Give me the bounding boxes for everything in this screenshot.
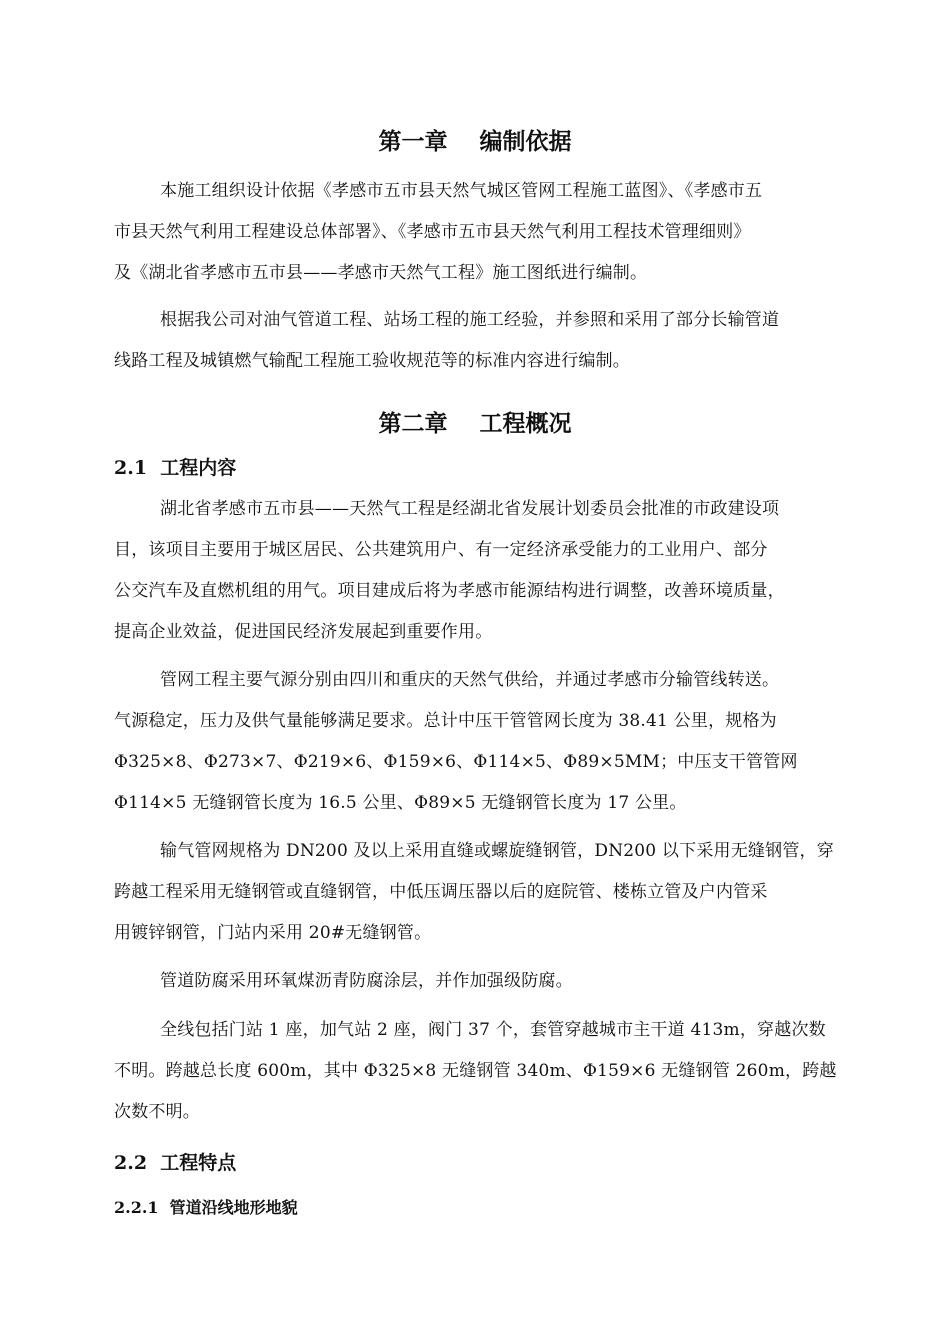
paragraph-line: 及《湖北省孝感市五市县——孝感市天然气工程》施工图纸进行编制。: [114, 263, 648, 283]
section-2-2-heading: 2.2 工程特点: [114, 1152, 237, 1174]
paragraph-line: 气源稳定，压力及供气量能够满足要求。总计中压干管管网长度为 38.41 公里，规格为: [114, 711, 777, 731]
section-2-1-heading: 2.1 工程内容: [114, 457, 237, 479]
paragraph-line: 湖北省孝感市五市县——天然气工程是经湖北省发展计划委员会批准的市政建设项: [160, 499, 780, 519]
paragraph-line: 市县天然气利用工程建设总体部署》、《孝感市五市县天然气利用工程技术管理细则》: [114, 222, 751, 242]
paragraph-line: 提高企业效益，促进国民经济发展起到重要作用。: [114, 622, 493, 642]
paragraph-line: 跨越工程采用无缝钢管或直缝钢管，中低压调压器以后的庭院管、楼栋立管及户内管采: [114, 882, 768, 902]
paragraph-line: Φ325×8、Φ273×7、Φ219×6、Φ159×6、Φ114×5、Φ89×5MM；中压支干管管网: [114, 752, 798, 772]
paragraph-line: 次数不明。: [114, 1102, 200, 1122]
paragraph-line: 输气管网规格为 DN200 及以上采用直缝或螺旋缝钢管，DN200 以下采用无缝钢管，穿: [160, 841, 834, 861]
paragraph-line: 根据我公司对油气管道工程、站场工程的施工经验，并参照和采用了部分长输管道: [160, 310, 780, 330]
paragraph-line: 管道防腐采用环氧煤沥青防腐涂层，并作加强级防腐。: [160, 971, 573, 991]
paragraph-line: 不明。跨越总长度 600m，其中 Φ325×8 无缝钢管 340m、Φ159×6 无缝钢管 260m，跨越: [114, 1061, 837, 1081]
paragraph-line: 本施工组织设计依据《孝感市五市县天然气城区管网工程施工蓝图》、《孝感市五: [160, 181, 763, 201]
paragraph-line: 用镀锌钢管，门站内采用 20#无缝钢管。: [114, 923, 432, 943]
chapter-1-title: 第一章 编制依据: [378, 128, 572, 155]
paragraph-line: 目，该项目主要用于城区居民、公共建筑用户、有一定经济承受能力的工业用户、部分: [114, 540, 768, 560]
chapter-2-title: 第二章 工程概况: [378, 410, 572, 437]
paragraph-line: 管网工程主要气源分别由四川和重庆的天然气供给，并通过孝感市分输管线转送。: [160, 670, 780, 690]
paragraph-line: 公交汽车及直燃机组的用气。项目建成后将为孝感市能源结构进行调整，改善环境质量，: [114, 581, 785, 601]
paragraph-line: 线路工程及城镇燃气输配工程施工验收规范等的标准内容进行编制。: [114, 351, 630, 371]
paragraph-line: 全线包括门站 1 座，加气站 2 座，阀门 37 个，套管穿越城市主干道 413m，穿越次数: [160, 1020, 826, 1040]
paragraph-line: Φ114×5 无缝钢管长度为 16.5 公里、Φ89×5 无缝钢管长度为 17 公里。: [114, 793, 687, 813]
section-2-2-1-heading: 2.2.1 管道沿线地形地貌: [114, 1198, 298, 1217]
